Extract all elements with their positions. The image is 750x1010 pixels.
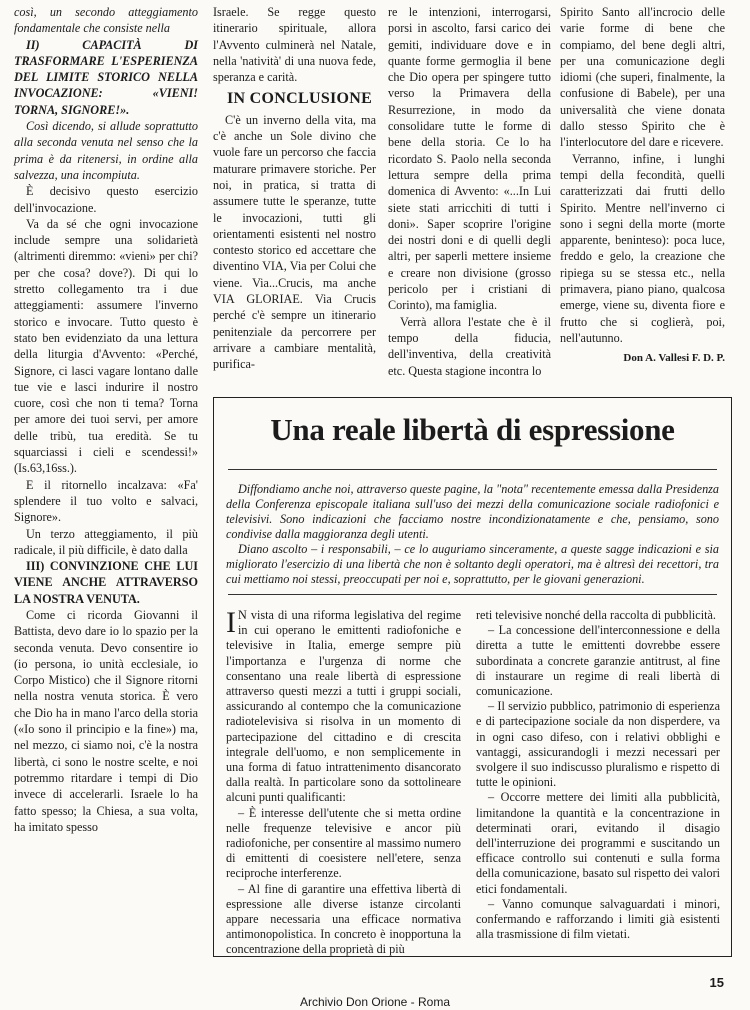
paragraph: Come ci ricorda Giovanni il Battista, devo dare io lo spazio per la seconda venuta. Devo consentire io (io persona, io unità ecclesiale, io Corpo Mistico) che il Signore ritorni nella nostra venuta storica. È vero che Dio ha in mano l'arco della storia («Io sono il principio e la fine») ma, nel mezzo, ci siamo noi, c'è la nostra libertà, ci sono le nostre scelte, e noi potremmo ritardare i tempi di Dio invece di accelerarli. Israele lo ha fatto spesso; la Chiesa, a sua volta, ha imitato spesso bbox=[14, 607, 198, 834]
paragraph: reti televisive nonché della raccolta di pubblicità. bbox=[476, 608, 716, 622]
paragraph: II) CAPACITÀ DI TRASFORMARE L'ESPERIENZA DEL LIMITE STORICO NELLA INVOCAZIONE: «VIENI! TORNA, SIGNORE!». bbox=[14, 37, 198, 117]
page-number: 15 bbox=[709, 975, 724, 990]
intro-paragraph: Diano ascolto – i responsabili, – ce lo auguriamo sinceramente, a queste sagge indicazioni e sia migliorato l'esercizio di una libertà che non è soltanto degli operatori, ma è altresì dei recettori, tra cui mettiamo noi stessi, preoccupati per noi e, soprattutto, per le giovani generazioni. bbox=[226, 542, 719, 586]
paragraph: N vista di una riforma legislativa del regime in cui operano le emittenti radiofoniche e televisive in Italia, emerge sempre più l'importanza e l'urgenza di norme che consentano una reale libertà di espressione attraverso questi mezzi a tutti i gruppi sociali, assicurando al contempo che la comunicazione radiotelevisiva si risolva in un momento di partecipazione del cittadino e di crescita integrale dell'uomo, e non semplicemente in una forma di fatuo intrattenimento disancorato dalla realtà. In particolare sono da sottolineare alcuni punti qualificanti: bbox=[226, 608, 461, 805]
paragraph: – Vanno comunque salvaguardati i minori, confermando e rafforzando i limiti già esistenti alla trasmissione di film vietati. bbox=[476, 896, 720, 942]
article-column-3 bbox=[388, 4, 551, 379]
drop-cap: I bbox=[226, 606, 236, 639]
paragraph: – Il servizio pubblico, patrimonio di esperienza e di partecipazione sociale da non disperdere, va in ogni caso difeso, con i relativi obblighi e vantaggi, assicurandogli i mezzi necessari per svolgere il suo indiscusso pluralismo e rispetto di tutte le opinioni. bbox=[476, 699, 720, 790]
divider bbox=[228, 469, 717, 470]
paragraph: Così dicendo, si allude soprattutto alla seconda venuta nel senso che la prima è da ritenersi, in ordine alla salvezza, una incompiuta. bbox=[14, 119, 198, 182]
paragraph: – Al fine di garantire una effettiva libertà di espressione alle diverse istanze circolanti appare necessaria una efficace normativa antimonopolistica. In concreto è inopportuna la concentrazione della proprietà di più bbox=[226, 881, 461, 957]
boxed-article-intro bbox=[226, 482, 719, 587]
paragraph: È decisivo questo esercizio dell'invocazione. bbox=[14, 184, 198, 215]
paragraph: così, un secondo atteggiamento fondamentale che consiste nella bbox=[14, 5, 198, 36]
boxed-article-column-2 bbox=[476, 608, 720, 942]
paragraph: Verranno, infine, i lunghi tempi della fecondità, quelli caratterizzati dai frutti dello Spirito. Mentre nell'inverno ci sono i segni della morte (morte apparente, beninteso): poca luce, freddo e gelo, la creazione che ripiega su se stessa etc., nella primavera, piano piano, qualcosa emerge, viene su, diventa fiore e frutto che si coglierà, poi, nell'autunno. bbox=[560, 151, 725, 345]
archive-footer: Archivio Don Orione - Roma bbox=[299, 995, 451, 1009]
article-column-2 bbox=[213, 4, 376, 373]
boxed-article bbox=[213, 397, 732, 957]
paragraph: C'è un inverno della vita, ma c'è anche un Sole divino che vuole fare un percorso che faccia maturare primavere storiche. Per noi, in pratica, si tratta di assumere tutte le speranze, tutte le invocazioni, tutti gli orientamenti esistenti nel nostro contesto storico ed accettare che diventino VIA, Via per Colui che viene. Via...Crucis, ma anche VIA GLORIAE. Via Crucis perché c'è sempre un itinerario penitenziale da percorrere per arrivare a cambiare mentalità, purifica- bbox=[213, 112, 376, 372]
paragraph: – La concessione dell'interconnessione e della diretta a tutte le emittenti dovrebbe essere subordinata a concrete garanzie antitrust, al fine di instaurare un regime di reali libertà di comunicazione. bbox=[476, 623, 720, 699]
section-heading: IN CONCLUSIONE bbox=[227, 90, 373, 108]
paragraph: Verrà allora l'estate che è il tempo della fiducia, dell'inventiva, della creatività etc. Questa stagione incontra lo bbox=[388, 314, 551, 378]
boxed-article-title: Una reale libertà di espressione bbox=[270, 412, 675, 447]
paragraph: – È interesse dell'utente che si metta ordine nelle frequenze televisive e ancor più radiofoniche, per consentire al massimo numero di emittenti di coesistere nell'etere, senza reciproche interferenze. bbox=[226, 805, 461, 881]
paragraph: Un terzo atteggiamento, il più radicale, il più difficile, è dato dalla bbox=[14, 526, 198, 557]
paragraph: Va da sé che ogni invocazione include sempre una solidarietà (altrimenti diremmo: «vieni» per chi? per che cosa? dove?). Di qui lo stretto collegamento tra i due atteggiamenti: assumere l'inverno storico e invocare. Tutto questo è stato ben evidenziato da una lettura della liturgia d'Avvento: «Perché, Signore, ci lasci vagare lontano dalle tue vie e lasci indurire il nostro cuore, così che non ti tema? Torna per amore dei tuoi servi, per amore delle tribù, tua eredità. Se tu squarciassi i cieli e scendessi!» (Is.63,16ss.). bbox=[14, 216, 198, 476]
article-column-4 bbox=[560, 4, 725, 367]
paragraph: Spirito Santo all'incrocio delle varie forme di bene che compiamo, del bene degli altri, per una comunicazione degli idiomi (che superi, finalmente, la confusione di Babele), per una universalità che viene donata dallo stesso Spirito che è l'interlocutore del dare e ricevere. bbox=[560, 5, 725, 150]
boxed-article-column-1 bbox=[226, 608, 461, 958]
author-signature: Don A. Vallesi F. D. P. bbox=[623, 352, 725, 365]
article-column-1 bbox=[14, 4, 198, 835]
paragraph: – Occorre mettere dei limiti alla pubblicità, limitandone la quantità e la concentrazione in determinati orari, evitando il disagio dell'interruzione dei programmi e suscitando un efficace controllo sui contenuti e sulla forma della comunicazione, basato sul rispetto dei valori etici fondamentali. bbox=[476, 790, 721, 896]
paragraph: III) CONVINZIONE CHE LUI VIENE ANCHE ATTRAVERSO LA NOSTRA VENUTA. bbox=[14, 559, 198, 606]
divider bbox=[228, 594, 717, 595]
paragraph: E il ritornello incalzava: «Fa' splendere il tuo volto e salvaci, Signore». bbox=[14, 477, 198, 525]
intro-paragraph: Diffondiamo anche noi, attraverso queste pagine, la "nota" recentemente emessa dalla Presidenza della Conferenza episcopale italiana sull'uso dei mezzi della comunicazione sociale radiofonici e televisivi. Sono indicazioni che facciamo nostre incondizionatamente e che, pensiamo, sono condivise dalla maggioranza degli utenti. bbox=[226, 482, 719, 541]
paragraph: re le intenzioni, interrogarsi, porsi in ascolto, farsi carico dei gemiti, individuare dove e in quante forme germoglia il bene che Dio opera per spingere tutto verso la Primavera della Resurrezione, in modo da consolidare tutte le forme di bene della storia. Ce lo ha ricordato S. Paolo nella seconda lettura sempre della prima domenica di Avvento: «...In Lui siete stati arricchiti di tutti i doni». Saper scoprire l'origine dei nostri doni e di quelli degli altri, per saperli mettere insieme e creare non divisione (grosso pericolo per i cristiani di Corinto), ma famiglia. bbox=[388, 5, 551, 313]
paragraph: Israele. Se regge questo itinerario spirituale, allora l'Avvento culminerà nel Natale, nella 'natività' di una nuova fede, speranza e carità. bbox=[213, 5, 376, 85]
